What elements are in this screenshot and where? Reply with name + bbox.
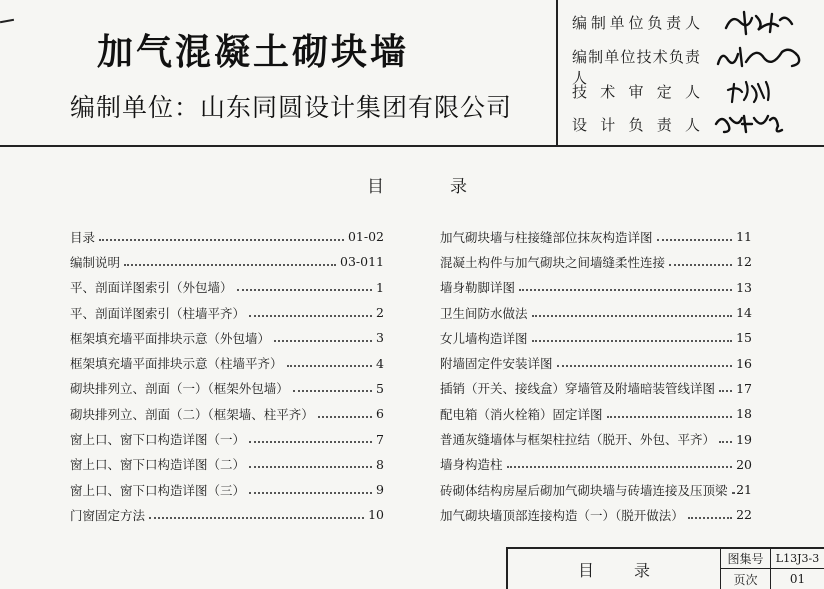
- toc-entry-page: 17: [736, 380, 752, 396]
- toc-entry: [440, 325, 752, 350]
- role-unit-head: 编制单位负责人: [572, 14, 700, 32]
- atlas-label: 图集号: [727, 552, 764, 566]
- toc-entry-page: 15: [736, 330, 752, 346]
- toc-entry: [70, 426, 384, 451]
- toc-entry: [70, 275, 384, 300]
- signature-design-head: [712, 110, 812, 136]
- toc-entry-title: 目录: [70, 229, 96, 245]
- toc-leader-dots: [732, 492, 733, 494]
- toc-entry-title: 平、剖面详图索引（外包墙）: [70, 280, 233, 296]
- toc-entry: [440, 224, 752, 249]
- toc-entry-title: 窗上口、窗下口构造详图（一）: [70, 432, 246, 448]
- toc-entry-title: 框架填充墙平面排块示意（外包墙）: [70, 330, 271, 346]
- toc-leader-dots: [507, 466, 733, 468]
- toc-entry: [440, 249, 752, 274]
- toc-leader-dots: [287, 365, 373, 367]
- toc-entry-title: 砌块排列立、剖面（一）（框架外包墙）: [70, 381, 289, 397]
- toc-entry-page: 7: [376, 431, 384, 447]
- toc-entry-title: 加气砌块墙与柱接缝部位抹灰构造详图: [440, 229, 653, 245]
- header-divider-horizontal: [0, 145, 824, 147]
- toc-entry: [440, 350, 752, 375]
- toc-entry-page: 01-02: [347, 229, 384, 245]
- toc-entry-page: 21: [736, 482, 752, 498]
- toc-entry-title: 附墙固定件安装详图: [440, 356, 553, 372]
- toc-entry: [440, 300, 752, 325]
- toc-entry-page: 03-011: [340, 254, 384, 270]
- toc-leader-dots: [688, 517, 732, 519]
- toc-leader-dots: [657, 239, 733, 241]
- toc-entry-page: 9: [376, 482, 384, 498]
- toc-entry-page: 13: [736, 279, 752, 295]
- toc-leader-dots: [249, 315, 372, 317]
- role-design-head: 设计负责人: [572, 116, 700, 134]
- toc-heading-right: 录: [450, 177, 467, 197]
- toc-entry: [440, 376, 752, 401]
- toc-entry-page: 12: [736, 254, 752, 270]
- toc-right-column: [440, 224, 752, 528]
- toc-entry-page: 5: [376, 380, 384, 396]
- toc-leader-dots: [149, 517, 364, 519]
- toc-entry-page: 8: [376, 456, 384, 472]
- toc-entry-page: 3: [376, 330, 384, 346]
- signature-reviewer: [712, 78, 812, 104]
- role-reviewer: 技术审定人: [572, 83, 700, 101]
- toc-entry-title: 砖砌体结构房屋后砌加气砌块墙与砖墙连接及压顶梁: [440, 482, 728, 498]
- toc-entry-page: 20: [736, 456, 752, 472]
- toc-entry: [70, 224, 384, 249]
- toc-entry: [440, 401, 752, 426]
- toc-left-column: [70, 224, 384, 528]
- toc-entry-title: 加气砌块墙顶部连接构造（一）（脱开做法）: [440, 507, 684, 523]
- toc-entry-title: 门窗固定方法: [70, 507, 146, 523]
- toc-entry: [440, 426, 752, 451]
- toc-entry-title: 墙身勒脚详图: [440, 280, 516, 296]
- titleblock-name: [508, 549, 720, 589]
- toc-entry-title: 配电箱（消火栓箱）固定详图: [440, 406, 603, 422]
- toc-leader-dots: [557, 365, 733, 367]
- toc-entry-title: 窗上口、窗下口构造详图（三）: [70, 482, 246, 498]
- toc-entry: [70, 376, 384, 401]
- toc-entry-title: 插销（开关、接线盒）穿墙管及附墙暗装管线详图: [440, 381, 716, 397]
- toc-entry: [70, 502, 384, 527]
- toc-leader-dots: [274, 340, 372, 342]
- toc-entry: [70, 249, 384, 274]
- toc-leader-dots: [532, 340, 733, 342]
- page-value: 01: [789, 572, 806, 586]
- toc-entry-page: 18: [736, 406, 752, 422]
- role-tech-head: 编制单位技术负责人: [572, 48, 700, 87]
- toc-entry-title: 框架填充墙平面排块示意（柱墙平齐）: [70, 356, 283, 372]
- toc-entry-title: 平、剖面详图索引（柱墙平齐）: [70, 305, 246, 321]
- titleblock-name-right: 录: [634, 560, 651, 580]
- toc-entry-title: 卫生间防水做法: [440, 305, 528, 321]
- toc-entry: [70, 477, 384, 502]
- toc-entry: [70, 401, 384, 426]
- toc-entry-page: 19: [736, 431, 752, 447]
- toc-entry-title: 混凝土构件与加气砌块之间墙缝柔性连接: [440, 254, 666, 270]
- signature-tech-head: [712, 44, 812, 70]
- toc-leader-dots: [249, 466, 372, 468]
- titleblock-name-left: 目: [577, 560, 594, 580]
- toc-entry: [440, 452, 752, 477]
- toc-leader-dots: [719, 441, 732, 443]
- toc-entry-page: 14: [736, 305, 752, 321]
- toc-entry: [70, 325, 384, 350]
- toc-entry-page: 6: [376, 406, 384, 422]
- left-edge-stroke: [0, 19, 14, 23]
- page-label: 页次: [733, 572, 758, 587]
- toc-entry-title: 编制说明: [70, 254, 121, 270]
- toc-entry: [440, 477, 752, 502]
- toc-entry-page: 10: [368, 507, 384, 523]
- page-title: 加气混凝土砌块墙: [97, 32, 410, 73]
- toc-entry: [440, 275, 752, 300]
- toc-entry-page: 11: [736, 229, 752, 245]
- toc-entry-page: 16: [736, 355, 752, 371]
- toc-heading-left: 目: [367, 177, 384, 197]
- toc-entry-page: 1: [376, 279, 384, 295]
- atlas-value: L13J3-3: [775, 552, 820, 565]
- toc-leader-dots: [669, 264, 732, 266]
- toc-entry-title: 砌块排列立、剖面（二）（框架墙、柱平齐）: [70, 406, 314, 422]
- signature-unit-head: [712, 10, 812, 36]
- toc-entry: [70, 452, 384, 477]
- toc-heading: [367, 172, 467, 197]
- toc-entry-title: 女儿墙构造详图: [440, 330, 528, 346]
- toc-leader-dots: [99, 239, 344, 241]
- toc-leader-dots: [519, 289, 732, 291]
- toc-entry: [440, 502, 752, 527]
- toc-leader-dots: [237, 289, 373, 291]
- toc-leader-dots: [293, 390, 372, 392]
- toc-entry: [70, 300, 384, 325]
- toc-leader-dots: [249, 492, 372, 494]
- toc-entry-page: 2: [376, 305, 384, 321]
- toc-leader-dots: [719, 390, 732, 392]
- toc-entry-page: 22: [736, 507, 752, 523]
- compiler-unit: 编制单位：山东同圆设计集团有限公司: [70, 93, 513, 122]
- toc-entry-title: 窗上口、窗下口构造详图（二）: [70, 457, 246, 473]
- toc-entry: [70, 350, 384, 375]
- toc-leader-dots: [318, 416, 372, 418]
- toc-entry-title: 墙身构造柱: [440, 457, 503, 473]
- toc-leader-dots: [607, 416, 733, 418]
- toc-leader-dots: [249, 441, 372, 443]
- toc-leader-dots: [532, 315, 733, 317]
- toc-entry-page: 4: [376, 355, 384, 371]
- toc-leader-dots: [124, 264, 336, 266]
- header-divider-vertical: [556, 0, 558, 146]
- toc-entry-title: 普通灰缝墙体与框架柱拉结（脱开、外包、平齐）: [440, 432, 716, 448]
